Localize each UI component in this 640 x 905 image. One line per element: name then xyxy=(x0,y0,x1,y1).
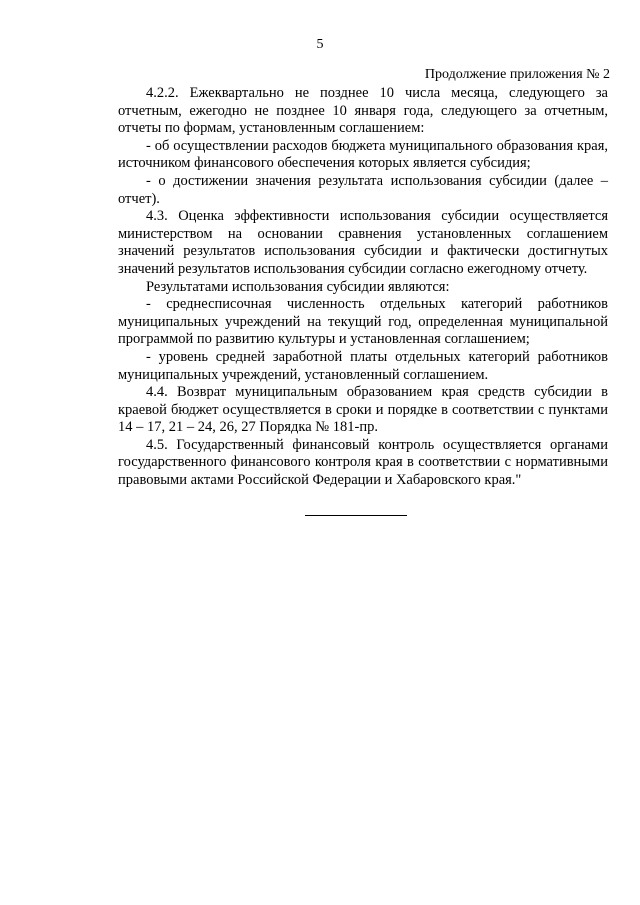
paragraph-4-3: 4.3. Оценка эффективности использования субсидии осуществляется министерством на основании сравнения установленных соглашением значений результатов использования субсидии и фактически достигнутых значений результатов использования субсидии согласно ежегодному отчету. xyxy=(118,208,608,277)
paragraph-expenses-report: - об осуществлении расходов бюджета муниципального образования края, источником финансового обеспечения которых является субсидия; xyxy=(118,137,608,172)
paragraph-result-report: - о достижении значения результата использования субсидии (далее – отчет). xyxy=(118,172,608,207)
page-number: 5 xyxy=(316,37,324,52)
appendix-continuation-note: Продолжение приложения № 2 xyxy=(424,67,610,82)
paragraph-4-4: 4.4. Возврат муниципальным образованием края средств субсидии в краевой бюджет осуществляется в сроки и порядке в соответствии с пунктами 14 – 17, 21 – 24, 26, 27 Порядка № 181-пр. xyxy=(118,384,608,436)
end-of-text-rule xyxy=(305,515,407,516)
paragraph-4-5: 4.5. Государственный финансовый контроль осуществляется органами государственного финансового контроля края в соответствии с нормативными правовыми актами Российской Федерации и Хабаровского края." xyxy=(118,436,608,489)
paragraph-result-salary: - уровень средней заработной платы отдельных категорий работников муниципальных учреждений, установленный соглашением. xyxy=(118,348,608,383)
document-body xyxy=(118,85,608,490)
paragraph-result-headcount: - среднесписочная численность отдельных категорий работников муниципальных учреждений на текущий год, определенная муниципальной программой по развитию культуры и установленная соглашением; xyxy=(118,296,608,348)
paragraph-results-intro: Результатами использования субсидии являются: xyxy=(146,278,450,295)
paragraph-4-2-2: 4.2.2. Ежеквартально не позднее 10 числа месяца, следующего за отчетным, ежегодно не позднее 10 января года, следующего за отчетным, отчеты по формам, установленным соглашением: xyxy=(118,85,608,137)
